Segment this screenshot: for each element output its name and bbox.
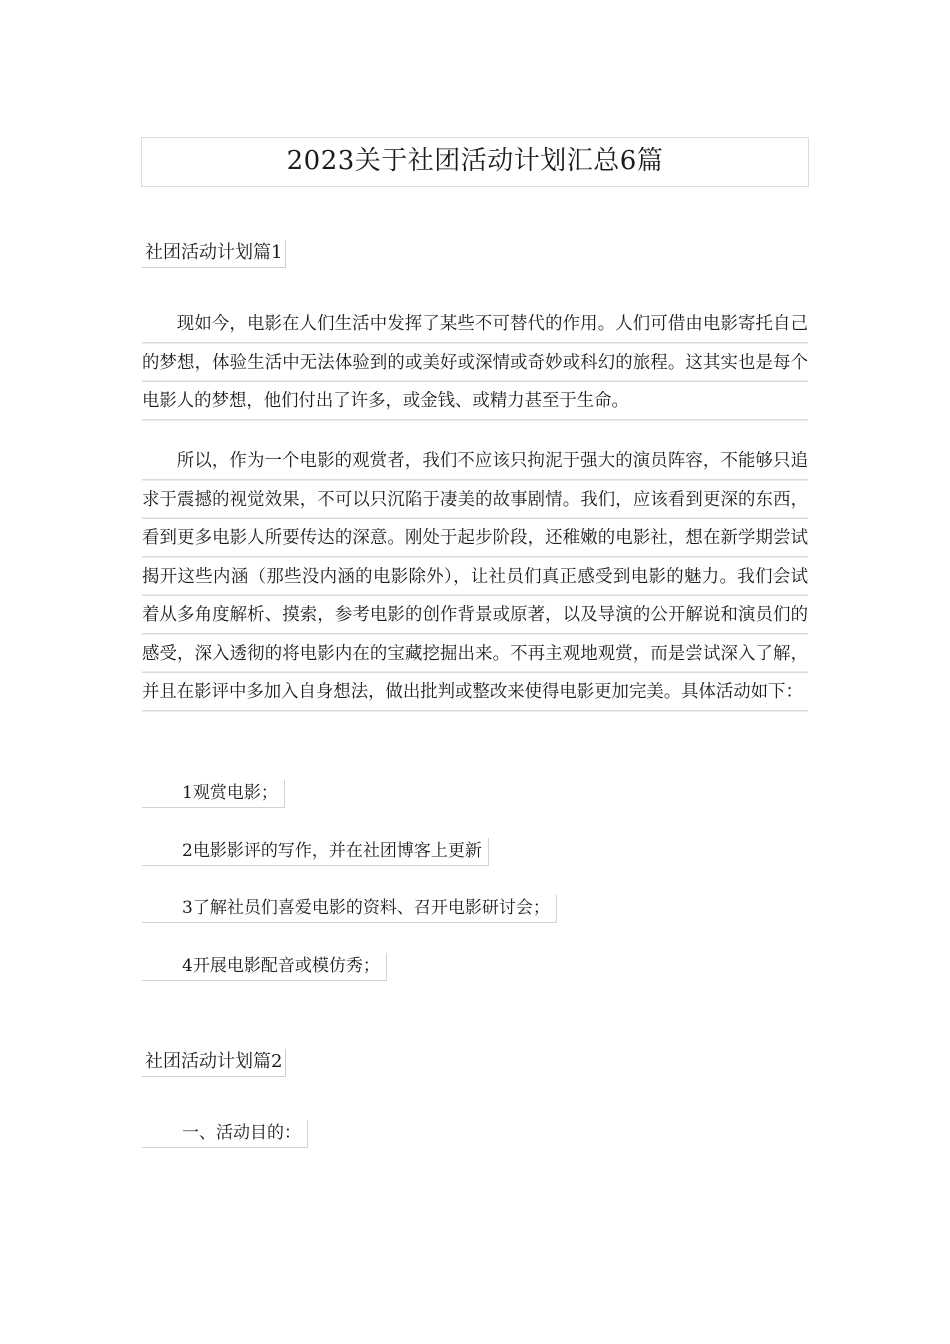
section-heading-1: 社团活动计划篇1 — [142, 240, 286, 268]
paragraph-intro: 现如今，电影在人们生活中发挥了某些不可替代的作用。人们可借由电影寄托自己的梦想，体验生活中无法体验到的或美好或深情或奇妙或科幻的旅程。这其实也是每个电影人的梦想，他们付出了许多，或金钱、或精力甚至于生命。 — [142, 305, 808, 421]
list-item: 2电影影评的写作，并在社团博客上更新 — [142, 838, 489, 866]
list-item: 3了解社员们喜爱电影的资料、召开电影研讨会； — [142, 895, 557, 923]
paragraph-activities: 所以，作为一个电影的观赏者，我们不应该只拘泥于强大的演员阵容，不能够只追求于震撼的视觉效果，不可以只沉陷于凄美的故事剧情。我们，应该看到更深的东西，看到更多电影人所要传达的深意。刚处于起步阶段，还稚嫩的电影社，想在新学期尝试揭开这些内涵（那些没内涵的电影除外），让社员们真正感受到电影的魅力。我们会试着从多角度解析、摸索，参考电影的创作背景或原著，以及导演的公开解说和演员们的感受，深入透彻的将电影内在的宝藏挖掘出来。不再主观地观赏，而是尝试深入了解，并且在影评中多加入自身想法，做出批判或整改来使得电影更加完美。具体活动如下： — [142, 442, 808, 712]
section-heading-2: 社团活动计划篇2 — [142, 1049, 286, 1077]
document-title: 2023关于社团活动计划汇总6篇 — [141, 137, 809, 187]
list-item: 1观赏电影； — [142, 780, 285, 808]
list-item: 4开展电影配音或模仿秀； — [142, 953, 387, 981]
subheading-purpose: 一、活动目的： — [142, 1120, 308, 1148]
